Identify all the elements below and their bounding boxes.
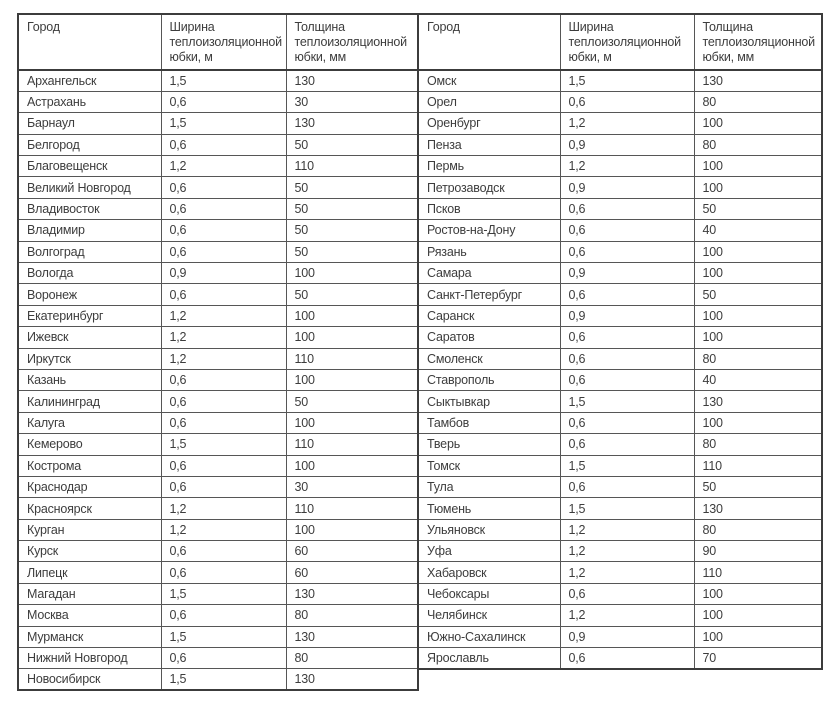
table-row [18,156,418,177]
skirt-thickness-cell: 110 [694,562,822,583]
skirt-width-cell: 0,6 [161,391,286,412]
skirt-thickness-cell: 100 [694,305,822,326]
table-row [418,476,822,497]
city-table-left [17,13,419,691]
city-cell: Курган [18,519,161,540]
header-row [418,14,822,70]
table-row [418,241,822,262]
city-cell: Ярославль [418,648,560,669]
city-cell: Владивосток [18,198,161,219]
table-row [18,498,418,519]
table-row [18,241,418,262]
city-cell: Саранск [418,305,560,326]
table-row [18,113,418,134]
skirt-thickness-cell: 130 [286,583,418,604]
skirt-thickness-cell: 90 [694,541,822,562]
table-row [18,541,418,562]
table-row [418,519,822,540]
skirt-thickness-cell: 110 [286,348,418,369]
table-row [418,498,822,519]
skirt-thickness-cell: 100 [286,369,418,390]
table-row [18,91,418,112]
skirt-thickness-cell: 100 [694,583,822,604]
table-row [18,348,418,369]
skirt-thickness-cell: 130 [694,70,822,91]
skirt-width-cell: 1,5 [161,626,286,647]
table-row [18,391,418,412]
city-cell: Ижевск [18,327,161,348]
skirt-width-cell: 0,6 [161,220,286,241]
header-skirt-thickness: Толщина теплоизоляционной юбки, мм [286,14,418,70]
skirt-width-cell: 0,6 [161,412,286,433]
skirt-thickness-cell: 100 [286,519,418,540]
city-cell: Красноярск [18,498,161,519]
table-row [418,648,822,669]
skirt-width-cell: 1,2 [161,305,286,326]
skirt-width-cell: 1,2 [560,519,694,540]
skirt-width-cell: 0,6 [161,541,286,562]
skirt-thickness-cell: 130 [694,498,822,519]
skirt-thickness-cell: 80 [286,605,418,626]
header-row [18,14,418,70]
city-cell: Краснодар [18,476,161,497]
skirt-width-cell: 1,2 [560,113,694,134]
insulation-skirt-tables [17,13,833,691]
city-cell: Санкт-Петербург [418,284,560,305]
skirt-thickness-cell: 100 [286,455,418,476]
city-cell: Тюмень [418,498,560,519]
skirt-width-cell: 0,6 [560,476,694,497]
skirt-width-cell: 1,5 [161,113,286,134]
skirt-width-cell: 1,2 [560,156,694,177]
table-row [418,220,822,241]
city-cell: Самара [418,263,560,284]
skirt-width-cell: 1,2 [560,605,694,626]
table-row [418,369,822,390]
table-row [418,198,822,219]
skirt-thickness-cell: 100 [694,626,822,647]
city-cell: Белгород [18,134,161,155]
skirt-width-cell: 0,6 [161,198,286,219]
city-cell: Тверь [418,434,560,455]
table-row [18,562,418,583]
table-row [18,70,418,91]
table-row [418,434,822,455]
skirt-thickness-cell: 130 [286,113,418,134]
skirt-width-cell: 0,9 [560,626,694,647]
table-row [18,434,418,455]
table-row [18,284,418,305]
skirt-width-cell: 1,2 [161,327,286,348]
skirt-thickness-cell: 100 [694,113,822,134]
city-cell: Сыктывкар [418,391,560,412]
table-row [18,305,418,326]
table-row [418,263,822,284]
city-cell: Южно-Сахалинск [418,626,560,647]
city-cell: Новосибирск [18,669,161,690]
skirt-thickness-cell: 100 [694,177,822,198]
skirt-width-cell: 0,6 [560,348,694,369]
city-cell: Кемерово [18,434,161,455]
city-cell: Нижний Новгород [18,648,161,669]
skirt-thickness-cell: 100 [694,263,822,284]
table-body-right [418,70,822,669]
skirt-thickness-cell: 40 [694,369,822,390]
city-cell: Петрозаводск [418,177,560,198]
skirt-thickness-cell: 50 [286,284,418,305]
skirt-width-cell: 1,2 [161,498,286,519]
table-row [18,648,418,669]
skirt-width-cell: 1,2 [560,541,694,562]
city-cell: Волгоград [18,241,161,262]
skirt-thickness-cell: 70 [694,648,822,669]
city-cell: Калуга [18,412,161,433]
skirt-width-cell: 0,6 [161,134,286,155]
skirt-thickness-cell: 80 [694,91,822,112]
skirt-thickness-cell: 50 [694,198,822,219]
skirt-thickness-cell: 80 [286,648,418,669]
table-row [418,177,822,198]
skirt-width-cell: 1,2 [161,519,286,540]
table-row [418,134,822,155]
table-row [418,562,822,583]
skirt-thickness-cell: 80 [694,434,822,455]
city-cell: Казань [18,369,161,390]
city-cell: Саратов [418,327,560,348]
city-cell: Кострома [18,455,161,476]
header-skirt-thickness: Толщина теплоизоляционной юбки, мм [694,14,822,70]
table-row [418,605,822,626]
skirt-width-cell: 0,6 [560,241,694,262]
table-header-right [418,14,822,70]
city-cell: Москва [18,605,161,626]
city-cell: Орел [418,91,560,112]
city-cell: Смоленск [418,348,560,369]
skirt-width-cell: 0,6 [161,369,286,390]
table-row [18,669,418,690]
table-row [418,70,822,91]
table-row [418,327,822,348]
table-row [418,348,822,369]
header-skirt-width: Ширина теплоизоляционной юбки, м [161,14,286,70]
city-cell: Владимир [18,220,161,241]
skirt-thickness-cell: 40 [694,220,822,241]
skirt-thickness-cell: 130 [286,669,418,690]
table-row [418,583,822,604]
skirt-thickness-cell: 30 [286,91,418,112]
table-row [18,455,418,476]
city-cell: Тула [418,476,560,497]
skirt-thickness-cell: 100 [286,263,418,284]
skirt-thickness-cell: 60 [286,562,418,583]
skirt-thickness-cell: 130 [286,626,418,647]
skirt-thickness-cell: 100 [694,241,822,262]
header-city: Город [18,14,161,70]
city-cell: Оренбург [418,113,560,134]
skirt-width-cell: 0,6 [161,562,286,583]
table-row [18,327,418,348]
city-cell: Воронеж [18,284,161,305]
city-cell: Челябинск [418,605,560,626]
skirt-width-cell: 1,5 [560,391,694,412]
skirt-width-cell: 0,9 [560,134,694,155]
skirt-width-cell: 0,6 [161,177,286,198]
skirt-thickness-cell: 50 [694,476,822,497]
skirt-width-cell: 0,9 [560,177,694,198]
city-cell: Хабаровск [418,562,560,583]
table-row [418,113,822,134]
skirt-thickness-cell: 130 [286,70,418,91]
table-row [18,369,418,390]
city-cell: Пермь [418,156,560,177]
skirt-thickness-cell: 100 [694,327,822,348]
skirt-width-cell: 0,6 [161,455,286,476]
skirt-thickness-cell: 50 [286,134,418,155]
skirt-width-cell: 0,6 [560,648,694,669]
city-cell: Омск [418,70,560,91]
table-row [18,177,418,198]
table-row [418,391,822,412]
skirt-thickness-cell: 130 [694,391,822,412]
header-city: Город [418,14,560,70]
skirt-thickness-cell: 50 [286,177,418,198]
city-cell: Ростов-на-Дону [418,220,560,241]
city-cell: Вологда [18,263,161,284]
skirt-thickness-cell: 60 [286,541,418,562]
city-cell: Псков [418,198,560,219]
skirt-width-cell: 0,6 [560,220,694,241]
skirt-thickness-cell: 100 [694,156,822,177]
skirt-width-cell: 1,2 [560,562,694,583]
skirt-thickness-cell: 80 [694,134,822,155]
city-cell: Чебоксары [418,583,560,604]
city-cell: Магадан [18,583,161,604]
skirt-width-cell: 1,5 [560,70,694,91]
table-row [418,91,822,112]
skirt-width-cell: 1,5 [560,455,694,476]
skirt-width-cell: 0,6 [161,91,286,112]
city-cell: Ульяновск [418,519,560,540]
skirt-thickness-cell: 50 [286,391,418,412]
table-row [18,476,418,497]
table-row [18,605,418,626]
skirt-width-cell: 0,6 [560,284,694,305]
table-row [418,305,822,326]
table-row [418,455,822,476]
city-cell: Уфа [418,541,560,562]
skirt-width-cell: 0,6 [161,476,286,497]
skirt-width-cell: 1,5 [560,498,694,519]
city-cell: Рязань [418,241,560,262]
table-row [18,583,418,604]
skirt-thickness-cell: 50 [286,198,418,219]
skirt-width-cell: 1,2 [161,348,286,369]
city-cell: Пенза [418,134,560,155]
table-row [18,412,418,433]
city-cell: Астрахань [18,91,161,112]
table-row [18,263,418,284]
skirt-thickness-cell: 110 [286,498,418,519]
skirt-width-cell: 0,6 [560,91,694,112]
table-row [18,198,418,219]
city-cell: Томск [418,455,560,476]
skirt-width-cell: 1,5 [161,583,286,604]
city-cell: Благовещенск [18,156,161,177]
city-cell: Иркутск [18,348,161,369]
skirt-width-cell: 0,6 [560,369,694,390]
table-row [418,541,822,562]
skirt-thickness-cell: 110 [286,434,418,455]
skirt-width-cell: 1,5 [161,70,286,91]
skirt-width-cell: 0,6 [161,284,286,305]
skirt-width-cell: 1,5 [161,434,286,455]
table-row [418,284,822,305]
table-body-left [18,70,418,690]
skirt-width-cell: 0,6 [161,648,286,669]
skirt-thickness-cell: 110 [694,455,822,476]
city-cell: Ставрополь [418,369,560,390]
table-header-left [18,14,418,70]
skirt-width-cell: 0,6 [560,198,694,219]
skirt-thickness-cell: 80 [694,519,822,540]
skirt-thickness-cell: 100 [694,605,822,626]
table-row [418,156,822,177]
table-row [18,519,418,540]
skirt-width-cell: 0,6 [161,241,286,262]
skirt-width-cell: 0,9 [161,263,286,284]
table-row [418,412,822,433]
skirt-width-cell: 0,9 [560,305,694,326]
city-cell: Мурманск [18,626,161,647]
skirt-width-cell: 0,6 [560,327,694,348]
city-cell: Екатеринбург [18,305,161,326]
city-cell: Калининград [18,391,161,412]
city-cell: Тамбов [418,412,560,433]
skirt-thickness-cell: 100 [694,412,822,433]
skirt-thickness-cell: 100 [286,327,418,348]
skirt-width-cell: 0,9 [560,263,694,284]
city-cell: Великий Новгород [18,177,161,198]
skirt-width-cell: 1,2 [161,156,286,177]
skirt-width-cell: 0,6 [161,605,286,626]
table-row [18,626,418,647]
table-row [418,626,822,647]
skirt-thickness-cell: 50 [694,284,822,305]
skirt-thickness-cell: 30 [286,476,418,497]
city-cell: Архангельск [18,70,161,91]
skirt-thickness-cell: 50 [286,241,418,262]
skirt-thickness-cell: 50 [286,220,418,241]
city-cell: Липецк [18,562,161,583]
skirt-thickness-cell: 100 [286,412,418,433]
skirt-thickness-cell: 100 [286,305,418,326]
skirt-width-cell: 0,6 [560,583,694,604]
skirt-width-cell: 0,6 [560,434,694,455]
skirt-thickness-cell: 80 [694,348,822,369]
table-row [18,134,418,155]
skirt-width-cell: 1,5 [161,669,286,690]
header-skirt-width: Ширина теплоизоляционной юбки, м [560,14,694,70]
city-table-right [417,13,823,670]
city-cell: Курск [18,541,161,562]
skirt-thickness-cell: 110 [286,156,418,177]
table-row [18,220,418,241]
skirt-width-cell: 0,6 [560,412,694,433]
city-cell: Барнаул [18,113,161,134]
